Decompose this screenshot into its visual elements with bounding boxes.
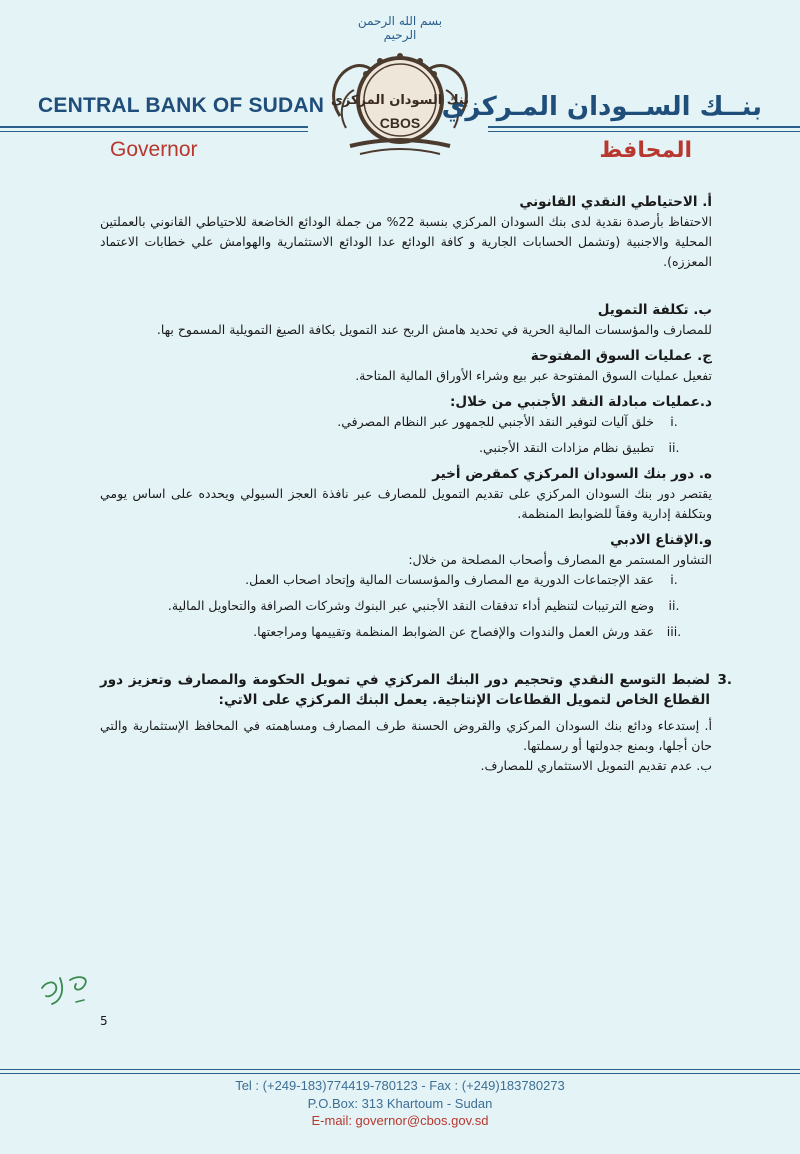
list-item [100, 622, 712, 642]
footer-rule [0, 1069, 800, 1070]
section-a-body: الاحتفاظ بأرصدة نقدية لدى بنك السودان المركزي بنسبة 22% من جملة الودائع الخاضعة للاحتياطي القانوني بالعملتين المحلية والاجنبية (وتشمل الحسابات الجارية و كافة الودائع عدا الودائع الاستثمارية والهوامش علي خطابات الاعتماد المعززه). [100, 214, 712, 269]
section-b-body: للمصارف والمؤسسات المالية الحرية في تحديد هامش الربح عند التمويل بكافة الصيغ التمويلية المسموح بها. [156, 322, 712, 337]
bank-name-ar: بنــك الســودان المـركزي [441, 92, 762, 122]
list-item-text: تطبيق نظام مزادات النقد الأجنبي. [479, 440, 654, 455]
section-3-item-a: أ. إستدعاء ودائع بنك السودان المركزي والقروض الحسنة طرف المصارف ومساهمته في المحافظ الإستثمارية والتي حان أجلها، وبمنع جدولتها أو رسملتها. [100, 718, 712, 753]
section-a-title: أ. الاحتياطي النقدي القانوني [519, 194, 712, 210]
page-number: 5 [100, 1014, 108, 1028]
section-3-item-b: ب. عدم تقديم التمويل الاستثماري للمصارف. [480, 758, 712, 773]
section-b-title: ب. تكلفة التمويل [597, 302, 712, 318]
section-c-title: ج. عمليات السوق المفتوحة [530, 348, 712, 364]
section-3-heading [100, 670, 732, 710]
list-item-text: خلق آليات لتوفير النقد الأجنبي للجمهور عبر النظام المصرفي. [337, 414, 654, 429]
section-e-title: ه. دور بنك السودان المركزي كمقرض أخير [432, 466, 712, 482]
list-item-num: i. [670, 572, 678, 587]
section-d-title: د.عمليات مبادلة النقد الأجنبي من خلال: [449, 394, 712, 410]
list-item-text: عقد الإجتماعات الدورية مع المصارف والمؤسسات المالية وإتحاد اصحاب العمل. [245, 572, 654, 587]
section-3-title: لضبط التوسع النقدي وتحجيم دور البنك المركزي في تمويل الحكومة والمصارف وتعزيز دور القطاع الخاص لتمويل القطاعات الإنتاجية. يعمل البنك المركزي على الاتي: [100, 672, 710, 708]
signature-initials [36, 968, 96, 1016]
section-f-title: و.الإقناع الادبي [610, 532, 712, 548]
footer-phone: Tel : (+249-183)774419-780123 - Fax : (+249)183780273 [235, 1078, 565, 1093]
list-item-num: ii. [668, 598, 680, 613]
list-item [100, 412, 712, 432]
section-c-body: تفعيل عمليات السوق المفتوحة عبر بيع وشراء الأوراق المالية المتاحة. [355, 368, 712, 383]
header-rule-right [488, 126, 800, 128]
section-f-intro: التشاور المستمر مع المصارف وأصحاب المصلحة من خلال: [408, 552, 712, 567]
bank-name-en: CENTRAL BANK OF SUDAN [38, 94, 325, 117]
list-item-num: iii. [666, 624, 682, 639]
document-body [100, 192, 732, 776]
governor-title-en: Governor [110, 138, 198, 161]
header-rule-left-thin [0, 131, 308, 132]
list-item [100, 438, 712, 458]
basmala: بسم الله الرحمن الرحيم [357, 14, 443, 42]
emblem-arabic-text: بنك السودان المركزي [331, 93, 469, 108]
header-rule-right-thin [488, 131, 800, 132]
emblem-abbrev: CBOS [379, 115, 421, 131]
footer-rule-2 [0, 1073, 800, 1074]
governor-title-ar: المحافظ [599, 138, 692, 163]
list-item-text: عقد ورش العمل والندوات والإفصاح عن الضوابط المنظمة وتقييمها ومراجعتها. [253, 624, 654, 639]
list-item-num: ii. [668, 440, 680, 455]
list-item-text: وضع الترتيبات لتنظيم أداء تدفقات النقد الأجنبي عبر البنوك وشركات الصرافة والتحاويل المالية. [167, 598, 654, 613]
header-rule-left [0, 126, 308, 128]
footer-address: P.O.Box: 313 Khartoum - Sudan [307, 1096, 493, 1111]
section-e-body: يقتصر دور بنك السودان المركزي على تقديم التمويل للمصارف عبر نافذة العجز السيولي ويحدده على اساس يومي وبتكلفة إدارية وفقاً للضوابط المنظمة. [100, 486, 712, 521]
list-item [100, 570, 712, 590]
section-3-num: 3. [717, 672, 732, 688]
list-item [100, 596, 712, 616]
list-item-num: i. [670, 414, 678, 429]
footer-email[interactable]: E-mail: governor@cbos.gov.sd [311, 1113, 489, 1128]
